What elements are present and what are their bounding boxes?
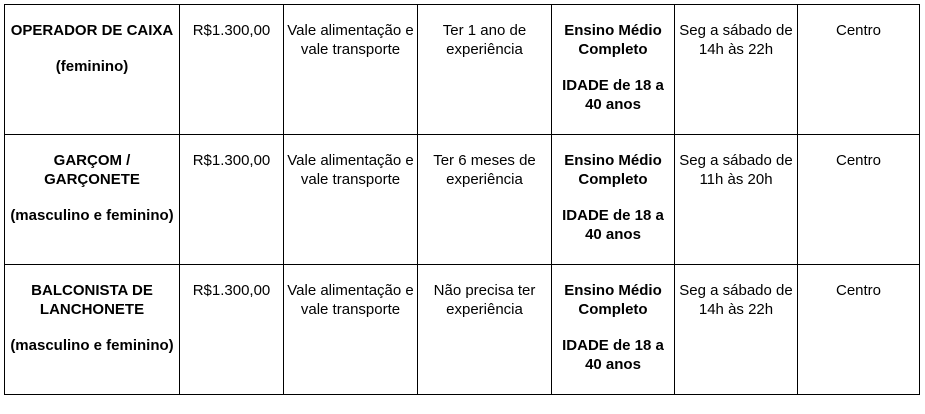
salary-cell bbox=[180, 135, 284, 265]
job-title: OPERADOR DE CAIXA bbox=[10, 22, 174, 39]
benefits: Vale alimentação e vale transporte bbox=[287, 282, 414, 318]
location-cell bbox=[798, 265, 920, 395]
education: Ensino Médio Completo bbox=[564, 22, 662, 58]
schedule: Seg a sábado de 14h às 22h bbox=[679, 282, 793, 318]
table-row bbox=[5, 135, 920, 265]
location-cell bbox=[798, 5, 920, 135]
education: Ensino Médio Completo bbox=[564, 152, 662, 188]
job-title-cell bbox=[5, 135, 180, 265]
experience-cell bbox=[418, 135, 552, 265]
job-gender: (masculino e feminino) bbox=[10, 207, 174, 224]
benefits: Vale alimentação e vale transporte bbox=[287, 22, 414, 58]
experience: Ter 1 ano de experiência bbox=[442, 22, 527, 58]
salary: R$1.300,00 bbox=[192, 282, 271, 299]
location: Centro bbox=[835, 152, 882, 169]
benefits-cell bbox=[284, 5, 418, 135]
salary-cell bbox=[180, 5, 284, 135]
location-cell bbox=[798, 135, 920, 265]
job-gender: (masculino e feminino) bbox=[10, 337, 174, 354]
job-listings-table bbox=[4, 4, 920, 395]
education-cell bbox=[552, 265, 675, 395]
job-title: BALCONISTA DE LANCHONETE bbox=[31, 282, 153, 318]
experience-cell bbox=[418, 265, 552, 395]
schedule: Seg a sábado de 14h às 22h bbox=[679, 22, 793, 58]
benefits-cell bbox=[284, 135, 418, 265]
schedule-cell bbox=[675, 265, 798, 395]
education-cell bbox=[552, 5, 675, 135]
schedule-cell bbox=[675, 135, 798, 265]
schedule: Seg a sábado de 11h às 20h bbox=[679, 152, 793, 188]
age-range: IDADE de 18 a 40 anos bbox=[562, 207, 664, 243]
salary: R$1.300,00 bbox=[192, 22, 271, 39]
education-cell bbox=[552, 135, 675, 265]
table-row bbox=[5, 265, 920, 395]
experience: Não precisa ter experiência bbox=[433, 282, 536, 318]
schedule-cell bbox=[675, 5, 798, 135]
salary-cell bbox=[180, 265, 284, 395]
age-range: IDADE de 18 a 40 anos bbox=[562, 337, 664, 373]
job-title-cell bbox=[5, 265, 180, 395]
education: Ensino Médio Completo bbox=[564, 282, 662, 318]
job-title: GARÇOM / GARÇONETE bbox=[44, 152, 140, 188]
experience-cell bbox=[418, 5, 552, 135]
age-range: IDADE de 18 a 40 anos bbox=[562, 77, 664, 113]
table-row bbox=[5, 5, 920, 135]
job-title-cell bbox=[5, 5, 180, 135]
job-gender: (feminino) bbox=[55, 58, 129, 75]
benefits: Vale alimentação e vale transporte bbox=[287, 152, 414, 188]
location: Centro bbox=[835, 22, 882, 39]
location: Centro bbox=[835, 282, 882, 299]
salary: R$1.300,00 bbox=[192, 152, 271, 169]
experience: Ter 6 meses de experiência bbox=[433, 152, 536, 188]
benefits-cell bbox=[284, 265, 418, 395]
